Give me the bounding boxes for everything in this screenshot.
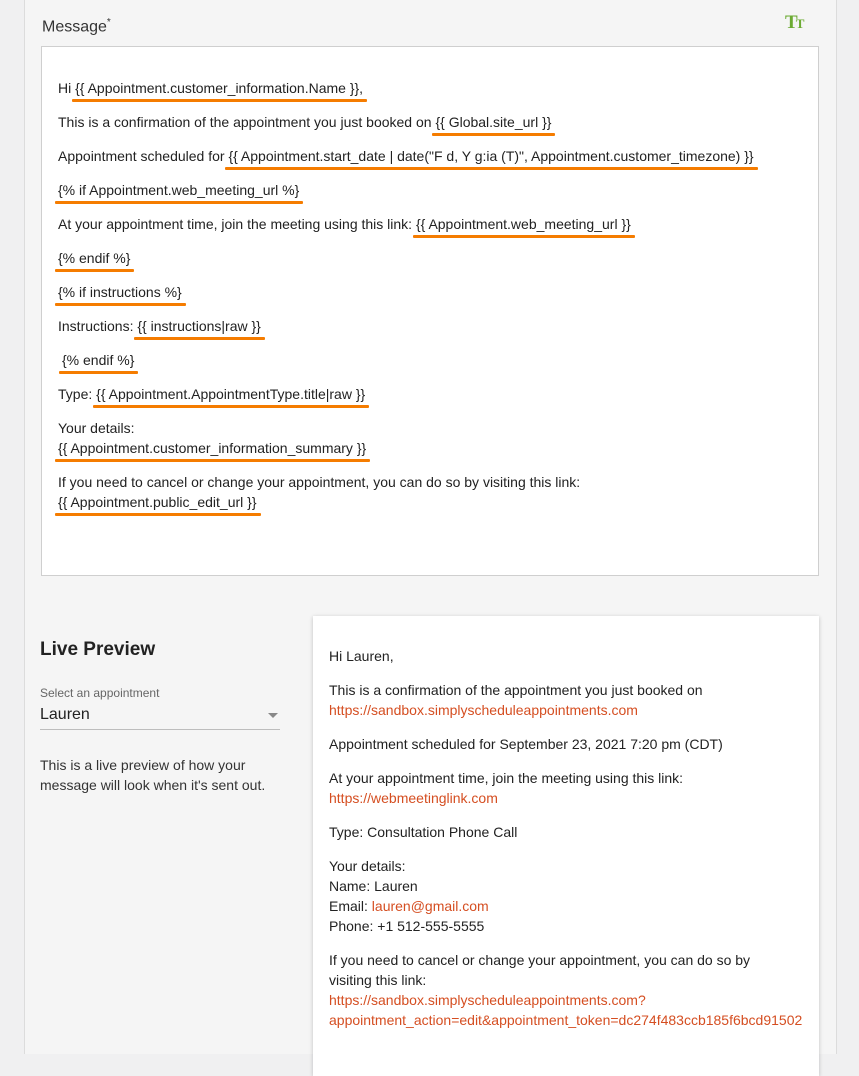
preview-meeting-link[interactable]: [329, 788, 498, 808]
preview-greeting: Hi Lauren,: [329, 648, 394, 664]
preview-edit-link-2[interactable]: [329, 1010, 802, 1030]
live-preview-title: Live Preview: [40, 639, 156, 660]
template-token: {{ Global.site_url }}: [435, 114, 552, 130]
template-token: {{ Appointment.AppointmentType.title|raw }}: [96, 386, 366, 402]
template-token: {% endif %}: [62, 352, 135, 368]
editor-line: [62, 352, 134, 368]
preview-card: [313, 616, 819, 1076]
message-editor[interactable]: [41, 46, 819, 576]
preview-details-label: Your details:: [329, 858, 406, 874]
edit-url-link-part2[interactable]: appointment_action=edit&appointment_token=dc274f483ccb185f6bcd91502: [329, 1012, 803, 1028]
email-link[interactable]: lauren@gmail.com: [371, 898, 489, 914]
preview-confirm-text: This is a confirmation of the appointment you just booked on: [329, 682, 703, 698]
editor-line: Type: {{ Appointment.AppointmentType.title|raw }}: [58, 386, 366, 402]
editor-line: At your appointment time, join the meeting using this link: {{ Appointment.web_meeting_url }}: [58, 216, 631, 232]
editor-line: Hi {{ Appointment.customer_information.Name }},: [58, 80, 364, 96]
template-token: {{ Appointment.customer_information.Name }},: [75, 80, 364, 96]
editor-line: If you need to cancel or change your appointment, you can do so by visiting this link:: [58, 474, 581, 490]
editor-line: [58, 494, 257, 510]
template-token: {% if instructions %}: [58, 284, 182, 300]
template-token: {{ Appointment.web_meeting_url }}: [415, 216, 631, 232]
preview-name: Name: Lauren: [329, 878, 418, 894]
editor-line: Appointment scheduled for {{ Appointment.start_date | date("F d, Y g:ia (T)", Appointment.customer_timezone) }}: [58, 148, 754, 164]
editor-line: [58, 182, 299, 198]
preview-cancel-text-2: visiting this link:: [329, 972, 427, 988]
template-token: {{ Appointment.public_edit_url }}: [58, 494, 257, 510]
appointment-select[interactable]: [40, 704, 280, 730]
template-token: {% if Appointment.web_meeting_url %}: [58, 182, 300, 198]
appointment-select-value: Lauren: [40, 706, 90, 723]
preview-description: This is a live preview of how your message will look when it's sent out.: [40, 757, 266, 793]
meeting-url-link[interactable]: https://webmeetinglink.com: [329, 790, 498, 806]
required-mark: *: [106, 17, 111, 28]
edit-url-link-part1[interactable]: https://sandbox.simplyscheduleappointments.com?: [329, 992, 646, 1008]
editor-line: [58, 440, 366, 456]
preview-join-text: At your appointment time, join the meeting using this link:: [329, 770, 684, 786]
preview-type: Type: Consultation Phone Call: [329, 824, 518, 840]
template-token: {{ Appointment.customer_information_summary }}: [58, 440, 367, 456]
appointment-select-label: Select an appointment: [40, 686, 160, 700]
site-url-link[interactable]: https://sandbox.simplyscheduleappointments.com: [329, 702, 638, 718]
editor-line: This is a confirmation of the appointment you just booked on {{ Global.site_url }}: [58, 114, 552, 130]
template-token: {{ instructions|raw }}: [137, 318, 261, 334]
template-token: {% endif %}: [58, 250, 131, 266]
template-token: {{ Appointment.start_date | date("F d, Y g:ia (T)", Appointment.customer_timezone) }}: [228, 148, 754, 164]
editor-line: [58, 284, 182, 300]
message-label: Message*: [42, 17, 111, 36]
preview-edit-link[interactable]: [329, 990, 646, 1010]
font-size-icon[interactable]: TT: [785, 12, 803, 33]
preview-scheduled: Appointment scheduled for September 23, 2021 7:20 pm (CDT): [329, 736, 723, 752]
preview-cancel-text: If you need to cancel or change your appointment, you can do so by: [329, 952, 751, 968]
chevron-down-icon[interactable]: [268, 713, 278, 718]
preview-site-link[interactable]: [329, 700, 638, 720]
editor-line: [58, 250, 130, 266]
editor-line: Your details:: [58, 420, 135, 436]
editor-line: Instructions: {{ instructions|raw }}: [58, 318, 261, 334]
preview-phone: Phone: +1 512-555-5555: [329, 918, 485, 934]
preview-email: Email: lauren@gmail.com: [329, 898, 489, 914]
